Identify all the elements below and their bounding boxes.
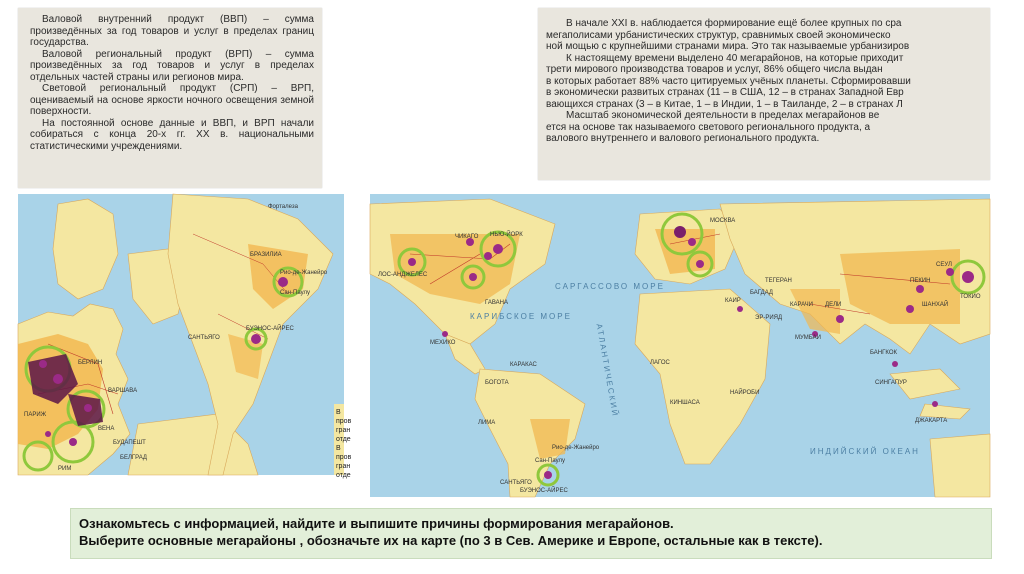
label-lagos: ЛАГОС	[650, 360, 670, 366]
clipped-text: В	[336, 445, 341, 452]
label-los-angeles: ЛОС-АНДЖЕЛЕС	[378, 272, 428, 278]
label-beijing: ПЕКИН	[910, 278, 931, 284]
map-right-graphic	[370, 194, 990, 497]
label-warsaw: ВАРШАВА	[108, 388, 138, 394]
label-delhi: ДЕЛИ	[825, 302, 842, 308]
label-chicago: ЧИКАГО	[455, 234, 479, 240]
label-belgrade: БЕЛГРАД	[120, 455, 147, 461]
label-jakarta: ДЖАКАРТА	[915, 418, 948, 424]
label-riyadh: ЭР-РИЯД	[755, 315, 783, 321]
clipped-text: гран	[336, 463, 351, 470]
map-world-megaregions	[370, 194, 990, 497]
label-buenos-aires: БУЭНОС-АЙРЕС	[246, 326, 294, 332]
label-tehran: ТЕГЕРАН	[765, 278, 792, 284]
clipped-text: пров	[336, 418, 352, 425]
definition-gdp: Валовой внутренний продукт (ВВП) – сумма произведённых за год товаров и услуг в пределах границ государства.	[30, 14, 314, 48]
label-mumbai: МУМБАИ	[795, 335, 821, 341]
text-line: мегаполисами урбанистических структур, сравнимых своей экономическо	[546, 29, 891, 41]
textbook-excerpt-definitions	[18, 8, 322, 188]
text-line: ной мощью с крупнейшими странами мира. Это так называемые урбанизиров	[546, 41, 910, 52]
label-paris: ПАРИЖ	[24, 412, 47, 418]
label-shanghai: ШАНХАЙ	[922, 302, 949, 308]
label-rome: РИМ	[58, 466, 72, 472]
label-rio: Рио-де-Жанейро	[552, 445, 600, 451]
label-mexico: МЕХИКО	[430, 340, 456, 346]
label-seoul: СЕУЛ	[936, 262, 952, 268]
label-budapest: БУДАПЕШТ	[113, 440, 146, 446]
definition-data-collection: На постоянной основе данные и ВВП, и ВРП начали собираться с конца 20-х гг. XX в. национальными статистическими учреждениями.	[30, 117, 314, 152]
text-line: в которых работает 88% часто цитируемых учёных планеты. Сформировавши	[546, 75, 911, 87]
label-sao-paulo: Сан-Паулу	[280, 290, 310, 296]
label-cairo: КАИР	[725, 298, 741, 304]
task-instructions	[70, 508, 992, 559]
label-santiago: САНТЬЯГО	[188, 335, 220, 341]
text-line: валового внутреннего и валового регионального продукта.	[546, 133, 820, 144]
label-sao-paulo: Сан-Паулу	[535, 458, 565, 464]
label-caribbean-sea: КАРИБСКОЕ МОРЕ	[470, 312, 572, 321]
label-fortaleza: Форталеза	[268, 204, 298, 210]
label-singapore: СИНГАПУР	[875, 380, 907, 386]
label-havana: ГАВАНА	[485, 300, 508, 306]
text-line: вающихся странах (3 – в Китае, 1 – в Индии, 1 – в Таиланде, 2 – в странах Л	[546, 98, 903, 110]
label-brasilia: БРАЗИЛИА	[250, 252, 282, 258]
definition-light-grp: Световой региональный продукт (СРП) – ВРП, оцениваемый на основе яркости ночного освещения земной поверхности.	[30, 83, 314, 117]
label-santiago: САНТЬЯГО	[500, 480, 532, 486]
label-baghdad: БАГДАД	[750, 290, 773, 296]
task-line-2: Выберите основные мегарайоны , обозначьте их на карте (по 3 в Сев. Америке и Европе, остальные как в тексте).	[79, 533, 823, 548]
map-south-america-europe	[18, 194, 352, 479]
label-bogota: БОГОТА	[485, 380, 509, 386]
clipped-text: пров	[336, 454, 352, 461]
clipped-text: гран	[336, 427, 351, 434]
clipped-text: отде	[336, 436, 351, 443]
label-rio: Рио-де-Жанейро	[280, 270, 328, 276]
label-vienna: ВЕНА	[98, 426, 115, 432]
textbook-excerpt-megaregions	[538, 8, 990, 180]
label-caracas: КАРАКАС	[510, 362, 537, 368]
text-line: К настоящему времени выделено 40 мегарайонов, на которые приходит	[566, 52, 904, 64]
label-nairobi: НАЙРОБИ	[730, 390, 760, 396]
text-line: ется на основе так называемого светового регионального продукта, а	[546, 121, 871, 133]
label-berlin: БЕРЛИН	[78, 360, 103, 366]
text-line: в экономически развитых странах (11 – в США, 12 – в странах Западной Евр	[546, 87, 904, 98]
label-bangkok: БАНГКОК	[870, 350, 897, 356]
label-lima: ЛИМА	[478, 420, 496, 426]
map-left-graphic	[18, 194, 352, 479]
text-line: трети мирового производства товаров и услуг, 86% общего числа выдан	[546, 64, 883, 75]
label-karachi: КАРАЧИ	[790, 302, 813, 308]
label-kinshasa: КИНШАСА	[670, 400, 700, 406]
label-new-york: НЬЮ-ЙОРК	[490, 232, 523, 238]
label-buenos-aires: БУЭНОС-АЙРЕС	[520, 488, 568, 494]
clipped-text: В	[336, 409, 341, 416]
label-indian-ocean: ИНДИЙСКИЙ ОКЕАН	[810, 447, 920, 456]
clipped-text: отде	[336, 472, 351, 479]
task-line-1: Ознакомьтесь с информацией, найдите и выпишите причины формирования мегарайонов.	[79, 516, 674, 531]
label-sargasso-sea: САРГАССОВО МОРЕ	[555, 282, 665, 291]
label-moscow: МОСКВА	[710, 218, 736, 224]
definition-grp: Валовой региональный продукт (ВРП) – сумма произведённых за год товаров и услуг в пределах отдельных частей страны или регионов мира.	[30, 48, 314, 83]
text-line: В начале XXI в. наблюдается формирование ещё более крупных по сра	[566, 18, 902, 29]
label-atlantic: АТЛАНТИЧЕСКИЙ	[594, 323, 620, 419]
label-tokyo: ТОКИО	[960, 294, 981, 300]
text-line: Масштаб экономической деятельности в пределах мегарайонов ве	[566, 110, 880, 121]
